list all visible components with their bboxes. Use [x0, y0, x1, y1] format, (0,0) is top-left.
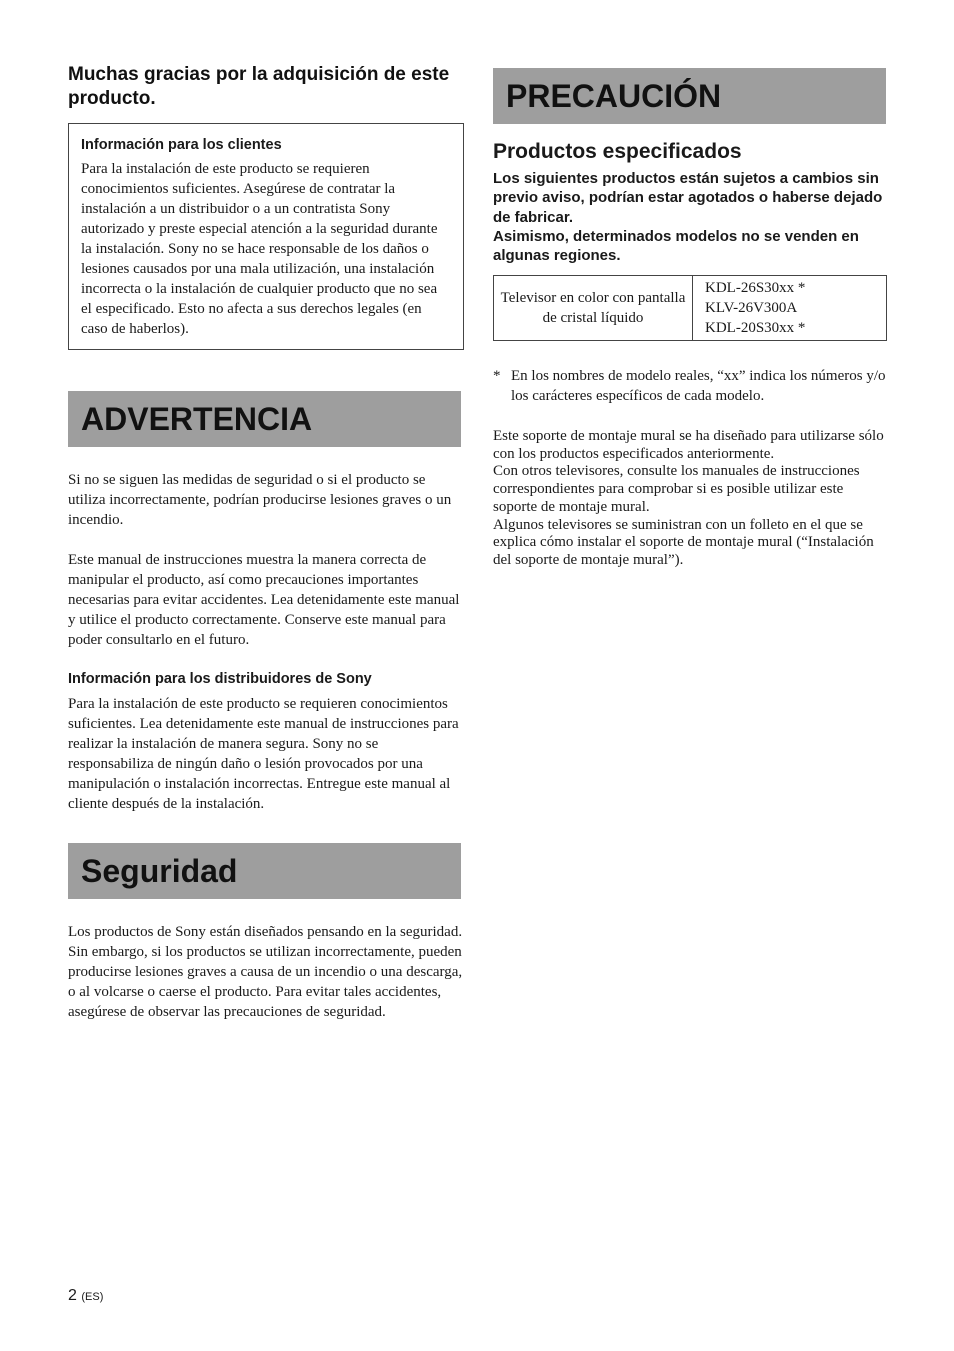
- intro-title: Muchas gracias por la adquisición de este producto.: [68, 64, 450, 109]
- seguridad-text: Los productos de Sony están diseñados pensando en la seguridad. Sin embargo, si los productos se utilizan incorrectamente, pueden producirse lesiones graves a causa de un incendio o una descarga, o al volcarse o caerse el producto. Para evitar tales accidentes, asegúrese de observar las precauciones de seguridad.: [68, 924, 463, 1020]
- distributor-info-heading: Información para los distribuidores de Sony: [68, 671, 372, 687]
- seguridad-banner: [68, 843, 461, 899]
- productos-subtitle: Productos especificados: [493, 140, 742, 163]
- page-number-value: 2: [68, 1287, 77, 1304]
- products-table: [493, 275, 887, 341]
- product-models-cell: [693, 276, 887, 341]
- mount-info-text: [493, 428, 887, 570]
- footnote: [493, 366, 887, 406]
- notice-bold-1: Los siguientes productos están sujetos a cambios sin previo aviso, podrían estar agotados o haberse dejado de fabricar.: [493, 170, 883, 226]
- product-category-cell: Televisor en color con pantalla de cristal líquido: [494, 276, 693, 341]
- page-number: [68, 1287, 103, 1305]
- table-row: [494, 276, 887, 341]
- mount-info-paragraph-3: Algunos televisores se suministran con un folleto en el que se explica cómo instalar el soporte de montaje mural (“Instalación del soporte de montaje mural”).: [493, 516, 874, 568]
- advertencia-paragraph-1: Si no se siguen las medidas de seguridad o si el producto se utiliza incorrectamente, podrían producirse lesiones graves o un incendio.: [68, 472, 452, 528]
- advertencia-title: ADVERTENCIA: [81, 400, 313, 437]
- model-item: KLV-26V300A: [705, 300, 798, 316]
- precaucion-title: PRECAUCIÓN: [506, 77, 722, 114]
- footnote-text: En los nombres de modelo reales, “xx” indica los números y/o los carácteres específicos de cada modelo.: [511, 368, 886, 404]
- customer-info-heading: Información para los clientes: [81, 137, 282, 153]
- distributor-info-text: Para la instalación de este producto se requieren conocimientos suficientes. Lea detenidamente este manual de instrucciones para realizar la instalación de manera segura. Sony no se responsabiliza de ningún daño o lesión provocados por una manipulación o instalación incorrectas. Entregue este manual al cliente después de la instalación.: [68, 696, 459, 812]
- mount-info-paragraph-1: Este soporte de montaje mural se ha diseñado para utilizarse sólo con los productos especificados anteriormente.: [493, 428, 884, 462]
- advertencia-paragraph-2: Este manual de instrucciones muestra la manera correcta de manipular el producto, así como precauciones importantes necesarias para evitar accidentes. Lea detenidamente este manual y utilice el producto correctamente. Conserve este manual para poder consultarlo en el futuro.: [68, 552, 460, 648]
- customer-info-box: [68, 123, 464, 350]
- notice-bold-2: Asimismo, determinados modelos no se venden en algunas regiones.: [493, 228, 859, 265]
- model-item: KDL-20S30xx *: [705, 320, 806, 336]
- precaucion-banner: [493, 68, 886, 124]
- seguridad-title: Seguridad: [81, 852, 238, 889]
- footnote-mark: *: [493, 368, 501, 384]
- page-language: (ES): [81, 1291, 104, 1303]
- mount-info-paragraph-2: Con otros televisores, consulte los manuales de instrucciones correspondientes para comprobar si es posible utilizar este soporte de montaje mural.: [493, 463, 860, 515]
- advertencia-banner: [68, 391, 461, 447]
- model-item: KDL-26S30xx *: [705, 280, 806, 296]
- customer-info-text: Para la instalación de este producto se requieren conocimientos suficientes. Asegúrese de contratar la instalación a un distribuidor o a un contratista Sony autorizado y preste especial atención a la seguridad durante la instalación. Sony no se hace responsable de los daños o lesiones causados por una mala utilización, una instalación incorrecta o la instalación de cualquier producto que no sea el especificado. Esto no afecta a sus derechos legales (en caso de haberlos).: [81, 161, 438, 337]
